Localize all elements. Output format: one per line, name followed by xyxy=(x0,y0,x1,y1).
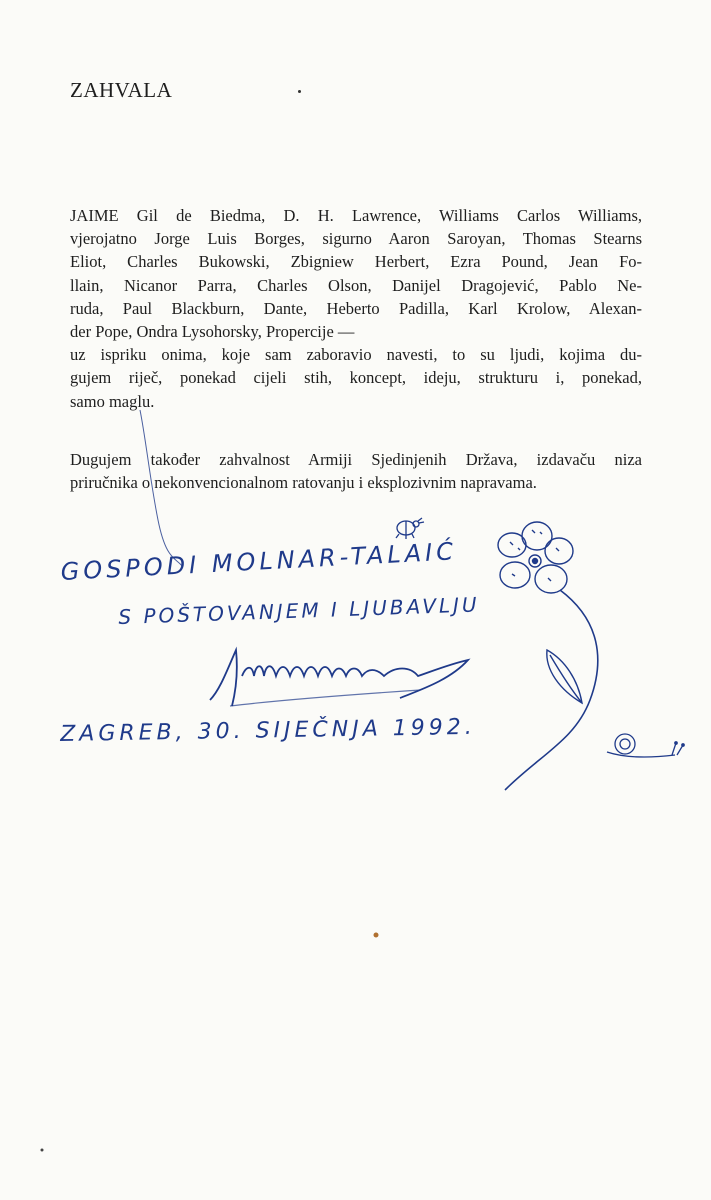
text-line: JAIME Gil de Biedma, D. H. Lawrence, Williams Carlos Williams, xyxy=(70,206,642,225)
text-line: llain, Nicanor Parra, Charles Olson, Danijel Dragojević, Pablo Ne- xyxy=(70,275,642,295)
speck xyxy=(41,1149,44,1152)
signature-underline xyxy=(230,690,420,706)
signature xyxy=(210,650,468,706)
speck xyxy=(374,933,379,938)
acknowledgement-paragraph xyxy=(70,204,642,413)
speck xyxy=(298,90,301,93)
text-line: samo maglu. xyxy=(70,391,155,411)
text-line: ruda, Paul Blackburn, Dante, Heberto Padilla, Karl Krolow, Alexan- xyxy=(70,298,642,318)
flower-icon xyxy=(498,522,598,790)
ladybug-icon xyxy=(396,518,424,539)
snail-icon xyxy=(607,734,684,757)
inscription-place-date: ZAGREB, 30. SIJEČNJA 1992. xyxy=(60,714,476,747)
text-line: Dugujem također zahvalnost Armiji Sjedinjenih Država, izdavaču niza xyxy=(70,450,642,469)
page-title: ZAHVALA xyxy=(70,78,173,102)
text-line: Eliot, Charles Bukowski, Zbigniew Herbert, Ezra Pound, Jean Fo- xyxy=(70,252,642,272)
text-line: gujem riječ, ponekad cijeli stih, koncept, ideju, strukturu i, ponekad, xyxy=(70,368,642,388)
text-line: uz ispriku onima, koje sam zaboravio navesti, to su ljudi, kojima du- xyxy=(70,345,642,365)
text-line: vjerojatno Jorge Luis Borges, sigurno Aaron Saroyan, Thomas Stearns xyxy=(70,229,642,249)
inscription-dedication: GOSPODI MOLNAR-TALAIĆ xyxy=(60,537,458,586)
gratitude-paragraph xyxy=(70,448,642,494)
inscription-regards: S POŠTOVANJEM I LJUBAVLJU xyxy=(118,592,480,629)
text-line: der Pope, Ondra Lysohorsky, Propercije — xyxy=(70,322,355,342)
text-line: priručnika o nekonvencionalnom ratovanju i eksplozivnim napravama. xyxy=(70,473,537,493)
